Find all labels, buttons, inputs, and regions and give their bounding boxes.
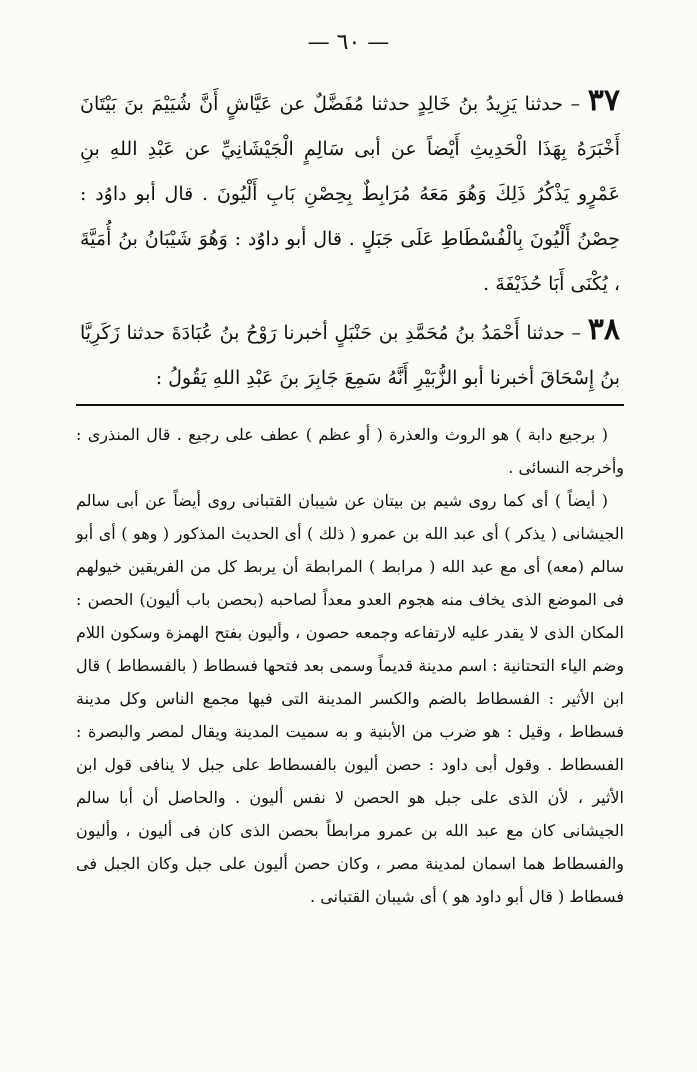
- commentary-block: [76, 418, 624, 913]
- footnote-divider: [76, 404, 624, 406]
- hadith-text-block: [80, 78, 620, 401]
- hadith-number: ٣٧: [587, 83, 620, 118]
- commentary-paragraph: ( أيضاً ) أى كما روى شيم بن بيتان عن شيبان القتبانى روى أيضاً عن أبى سالم الجيشانى ( يذكر ) أى عبد الله بن عمرو ( ذلك ) أى الحديث المذكور ( وهو ) أى أبو سالم (معه) أى مع عبد الله ( مرابط ) المرابطة أن يربط كل من الفريقين خيولهم فى الموضع الذى يخاف منه هجوم العدو معداً لصاحبه (بحصن باب أليون) الحصن : المكان الذى لا يقدر عليه لارتفاعه وجمعه حصون ، وأليون بفتح الهمزة وسكون اللام وضم الياء التحتانية : اسم مدينة قديماً وسمى بعد فتحها فسطاط ( بالفسطاط ) قال ابن الأثير : الفسطاط بالضم والكسر المدينة التى فيها مجمع الناس وكل مدينة فسطاط ، وقيل : هو ضرب من الأبنية و به سميت المدينة ويقال لمصر والبصرة : الفسطاط . وقول أبى داود : حصن أليون بالفسطاط على جبل لا ينافى قول ابن الأثير ، لأن الذى على جبل هو الحصن لا نفس أليون . والحاصل أن أبا سالم الجيشانى كان مع عبد الله بن عمرو مرابطاً بحصن الذى كان فى أليون ، وأليون والفسطاط هما اسمان لمدينة مصر ، وكان حصن أليون على جبل وكان الجبل فى فسطاط ( قال أبو داود هو ) أى شيبان القتبانى .: [76, 491, 625, 906]
- commentary-paragraph: ( برجيع دابة ) هو الروث والعذرة ( أو عظم ) عطف على رجيع . قال المنذرى : وأخرجه النسائى .: [76, 425, 624, 477]
- page-number: — ٦٠ —: [307, 30, 390, 55]
- hadith-number: ٣٨: [587, 312, 620, 347]
- hadith-text: – حدثنا يَزِيدُ بنُ خَالِدٍ حدثنا مُفَضَّلٌ عن عَيَّاشٍ أَنَّ شُيَيْمَ بنَ بَيْتَانَ أَخْبَرَهُ بِهَذَا الْحَدِيثِ أَيْضاً عن أبى سَالِمٍ الْجَيْشَانِيِّ عن عَبْدِ اللهِ بنِ عَمْرٍو يَذْكُرُ ذَلِكَ وَهُوَ مَعَهُ مُرَابِطٌ بِحِصْنِ بَابِ أَلْيُونَ . قال أبو داوُد : حِصْنُ أَلْيُونَ بِالْفُسْطَاطِ عَلَى جَبَلٍ . قال أبو داوُد : وَهُوَ شَيْبَانُ بنُ أُمَيَّةَ ، يُكْنَى أَبَا حُذَيْفَةَ .: [80, 93, 620, 295]
- hadith-text: – حدثنا أَحْمَدُ بنُ مُحَمَّدِ بن حَنْبَلٍ أخبرنا رَوْحُ بنُ عُبَادَةَ حدثنا زَكَرِيَّا بنُ إِسْحَاقَ أخبرنا أبو الزُّبَيْرِ أَنَّهُ سَمِعَ جَابِرَ بنَ عَبْدِ اللهِ يَقُولُ :: [80, 322, 620, 389]
